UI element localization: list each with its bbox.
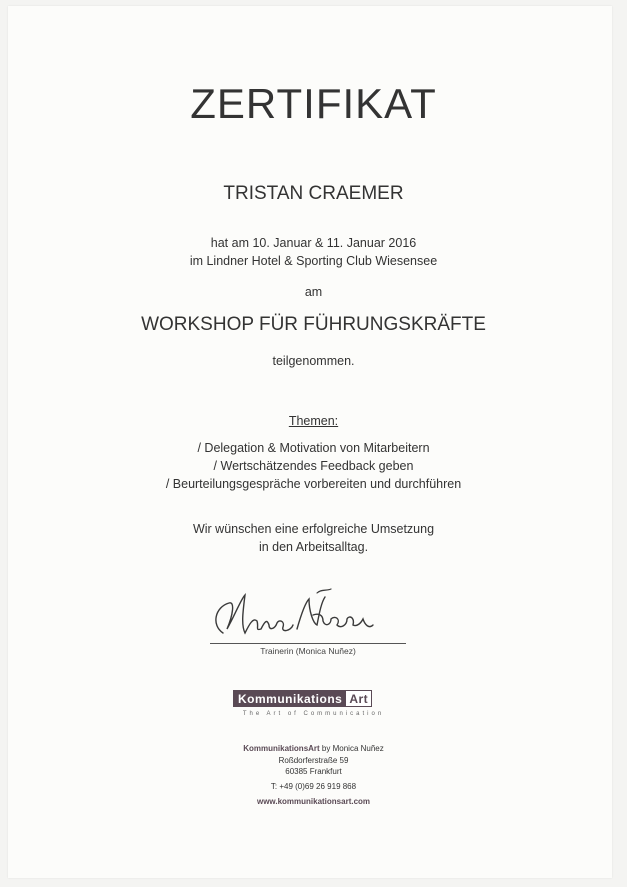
am-word: am bbox=[304, 285, 323, 299]
address-street: Roßdorferstraße 59 bbox=[278, 756, 349, 765]
trainer-signature bbox=[205, 585, 385, 645]
address-brand-line bbox=[0, 744, 627, 753]
date-line: hat am 10. Januar & 11. Januar 2016 bbox=[210, 236, 417, 250]
wish-line-1: Wir wünschen eine erfolgreiche Umsetzung bbox=[192, 522, 435, 536]
logo-part-2: Art bbox=[345, 690, 372, 707]
certificate-title: ZERTIFIKAT bbox=[190, 80, 437, 127]
kommunikationsart-logo bbox=[233, 690, 393, 707]
topic-item: / Beurteilungsgespräche vorbereiten und durchführen bbox=[165, 477, 462, 491]
address-city: 60385 Frankfurt bbox=[285, 767, 342, 776]
wish-line-2: in den Arbeitsalltag. bbox=[258, 540, 369, 554]
address-brand: KommunikationsArt bbox=[243, 744, 320, 753]
location-line: im Lindner Hotel & Sporting Club Wiesensee bbox=[189, 254, 438, 268]
workshop-title: WORKSHOP FÜR FÜHRUNGSKRÄFTE bbox=[141, 314, 486, 335]
logo-tagline: The Art of Communication bbox=[242, 711, 385, 717]
signature-line bbox=[210, 643, 406, 644]
topics-heading: Themen: bbox=[288, 414, 339, 428]
address-phone: T: +49 (0)69 26 919 868 bbox=[270, 782, 357, 791]
logo-part-1: Kommunikations bbox=[233, 690, 345, 707]
topic-item: / Delegation & Motivation von Mitarbeitern bbox=[197, 441, 430, 455]
address-by: by Monica Nuñez bbox=[319, 744, 384, 753]
address-website[interactable]: www.kommunikationsart.com bbox=[256, 797, 371, 806]
topic-item: / Wertschätzendes Feedback geben bbox=[213, 459, 414, 473]
participated-text: teilgenommen. bbox=[272, 354, 355, 368]
signature-caption: Trainerin (Monica Nuñez) bbox=[260, 646, 356, 656]
participant-name: TRISTAN CRAEMER bbox=[223, 183, 404, 204]
